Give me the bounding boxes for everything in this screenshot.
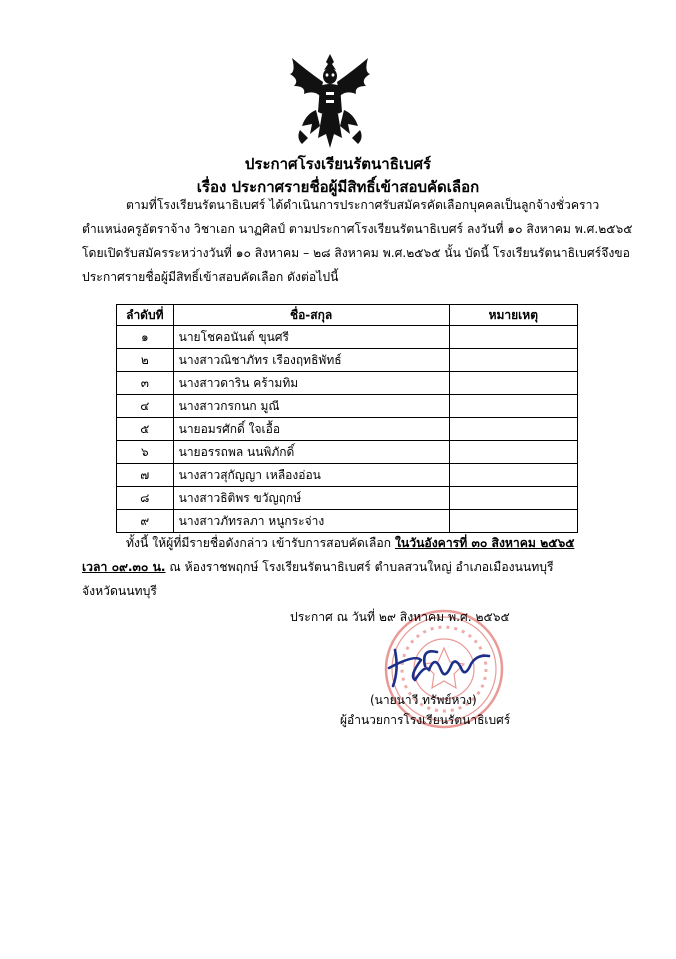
table-row [117, 326, 578, 349]
row-name: นางสาวธิติพร ขวัญฤกษ์ [173, 487, 449, 510]
row-number: ๗ [117, 464, 174, 487]
row-name: นายอมรศักดิ์ ใจเอื้อ [173, 418, 449, 441]
closing-line-2 [82, 555, 554, 579]
table-row [117, 510, 578, 533]
row-remark [449, 395, 577, 418]
row-number: ๙ [117, 510, 174, 533]
row-name: นางสาวดาริน คร้ามทิม [173, 372, 449, 395]
announcement-title: ประกาศโรงเรียนรัตนาธิเบศร์ [244, 155, 432, 173]
candidate-table [116, 304, 578, 533]
announcement-date: ประกาศ ณ วันที่ ๒๙ สิงหาคม พ.ศ. ๒๕๖๕ [290, 610, 510, 624]
column-header-number: ลำดับที่ [117, 305, 174, 326]
row-name: นางสาวสุกัญญา เหลืองอ่อน [173, 464, 449, 487]
row-remark [449, 441, 577, 464]
row-name: นางสาวกรกนก มูณี [173, 395, 449, 418]
row-number: ๖ [117, 441, 174, 464]
intro-line-4: ประกาศรายชื่อผู้มีสิทธิ์เข้าสอบคัดเลือก ดังต่อไปนี้ [82, 270, 339, 284]
row-remark [449, 326, 577, 349]
row-number: ๑ [117, 326, 174, 349]
garuda-emblem-icon [286, 52, 374, 152]
signer-name: (นายนาวี ทรัพย์หวง) [370, 693, 477, 707]
exam-date: ในวันอังคารที่ ๓๐ สิงหาคม ๒๕๖๕ [394, 536, 575, 550]
row-name: นายอรรถพล นนพิภักดิ์ [173, 441, 449, 464]
row-name: นางสาวณิชาภัทร เรืองฤทธิพัทธ์ [173, 349, 449, 372]
row-name: นางสาวภัทรลภา หนูกระจ่าง [173, 510, 449, 533]
row-remark [449, 464, 577, 487]
row-number: ๓ [117, 372, 174, 395]
row-remark [449, 372, 577, 395]
table-row [117, 372, 578, 395]
table-row [117, 395, 578, 418]
exam-location: ณ ห้องราชพฤกษ์ โรงเรียนรัตนาธิเบศร์ ตำบลสวนใหญ่ อำเภอเมืองนนทบุรี [165, 560, 554, 574]
row-number: ๔ [117, 395, 174, 418]
table-header-row [117, 305, 578, 326]
exam-time: เวลา ๐๙.๓๐ น. [82, 560, 166, 574]
intro-line-2: ตำแหน่งครูอัตราจ้าง วิชาเอก นาฏศิลป์ ตามประกาศโรงเรียนรัตนาธิเบศร์ ลงวันที่ ๑๐ สิงหาคม พ.ศ.๒๕๖๕ [82, 222, 633, 236]
column-header-name: ชื่อ-สกุล [173, 305, 449, 326]
row-remark [449, 349, 577, 372]
announcement-subject: เรื่อง ประกาศรายชื่อผู้มีสิทธิ์เข้าสอบคัดเลือก [196, 178, 480, 196]
closing-text: ทั้งนี้ ให้ผู้ที่มีรายชื่อดังกล่าว เข้ารับการสอบคัดเลือก [126, 536, 395, 550]
intro-line-3: โดยเปิดรับสมัครระหว่างวันที่ ๑๐ สิงหาคม – ๒๘ สิงหาคม พ.ศ.๒๕๖๕ นั้น บัดนี้ โรงเรียนรัตนาธิเบศร์จึงขอ [82, 246, 630, 260]
row-remark [449, 418, 577, 441]
closing-line-3: จังหวัดนนทบุรี [82, 584, 157, 598]
table-row [117, 441, 578, 464]
row-remark [449, 510, 577, 533]
row-number: ๒ [117, 349, 174, 372]
column-header-remark: หมายเหตุ [449, 305, 577, 326]
table-row [117, 418, 578, 441]
row-name: นายโชคอนันต์ ขุนศรี [173, 326, 449, 349]
row-number: ๕ [117, 418, 174, 441]
signer-position: ผู้อำนวยการโรงเรียนรัตนาธิเบศร์ [340, 713, 511, 727]
closing-line-1 [126, 531, 574, 555]
table-row [117, 464, 578, 487]
intro-line-1: ตามที่โรงเรียนรัตนาธิเบศร์ ได้ดำเนินการประกาศรับสมัครคัดเลือกบุคคลเป็นลูกจ้างชั่วคราว [126, 198, 600, 212]
row-number: ๘ [117, 487, 174, 510]
handwritten-signature [385, 640, 495, 692]
table-row [117, 349, 578, 372]
row-remark [449, 487, 577, 510]
table-row [117, 487, 578, 510]
